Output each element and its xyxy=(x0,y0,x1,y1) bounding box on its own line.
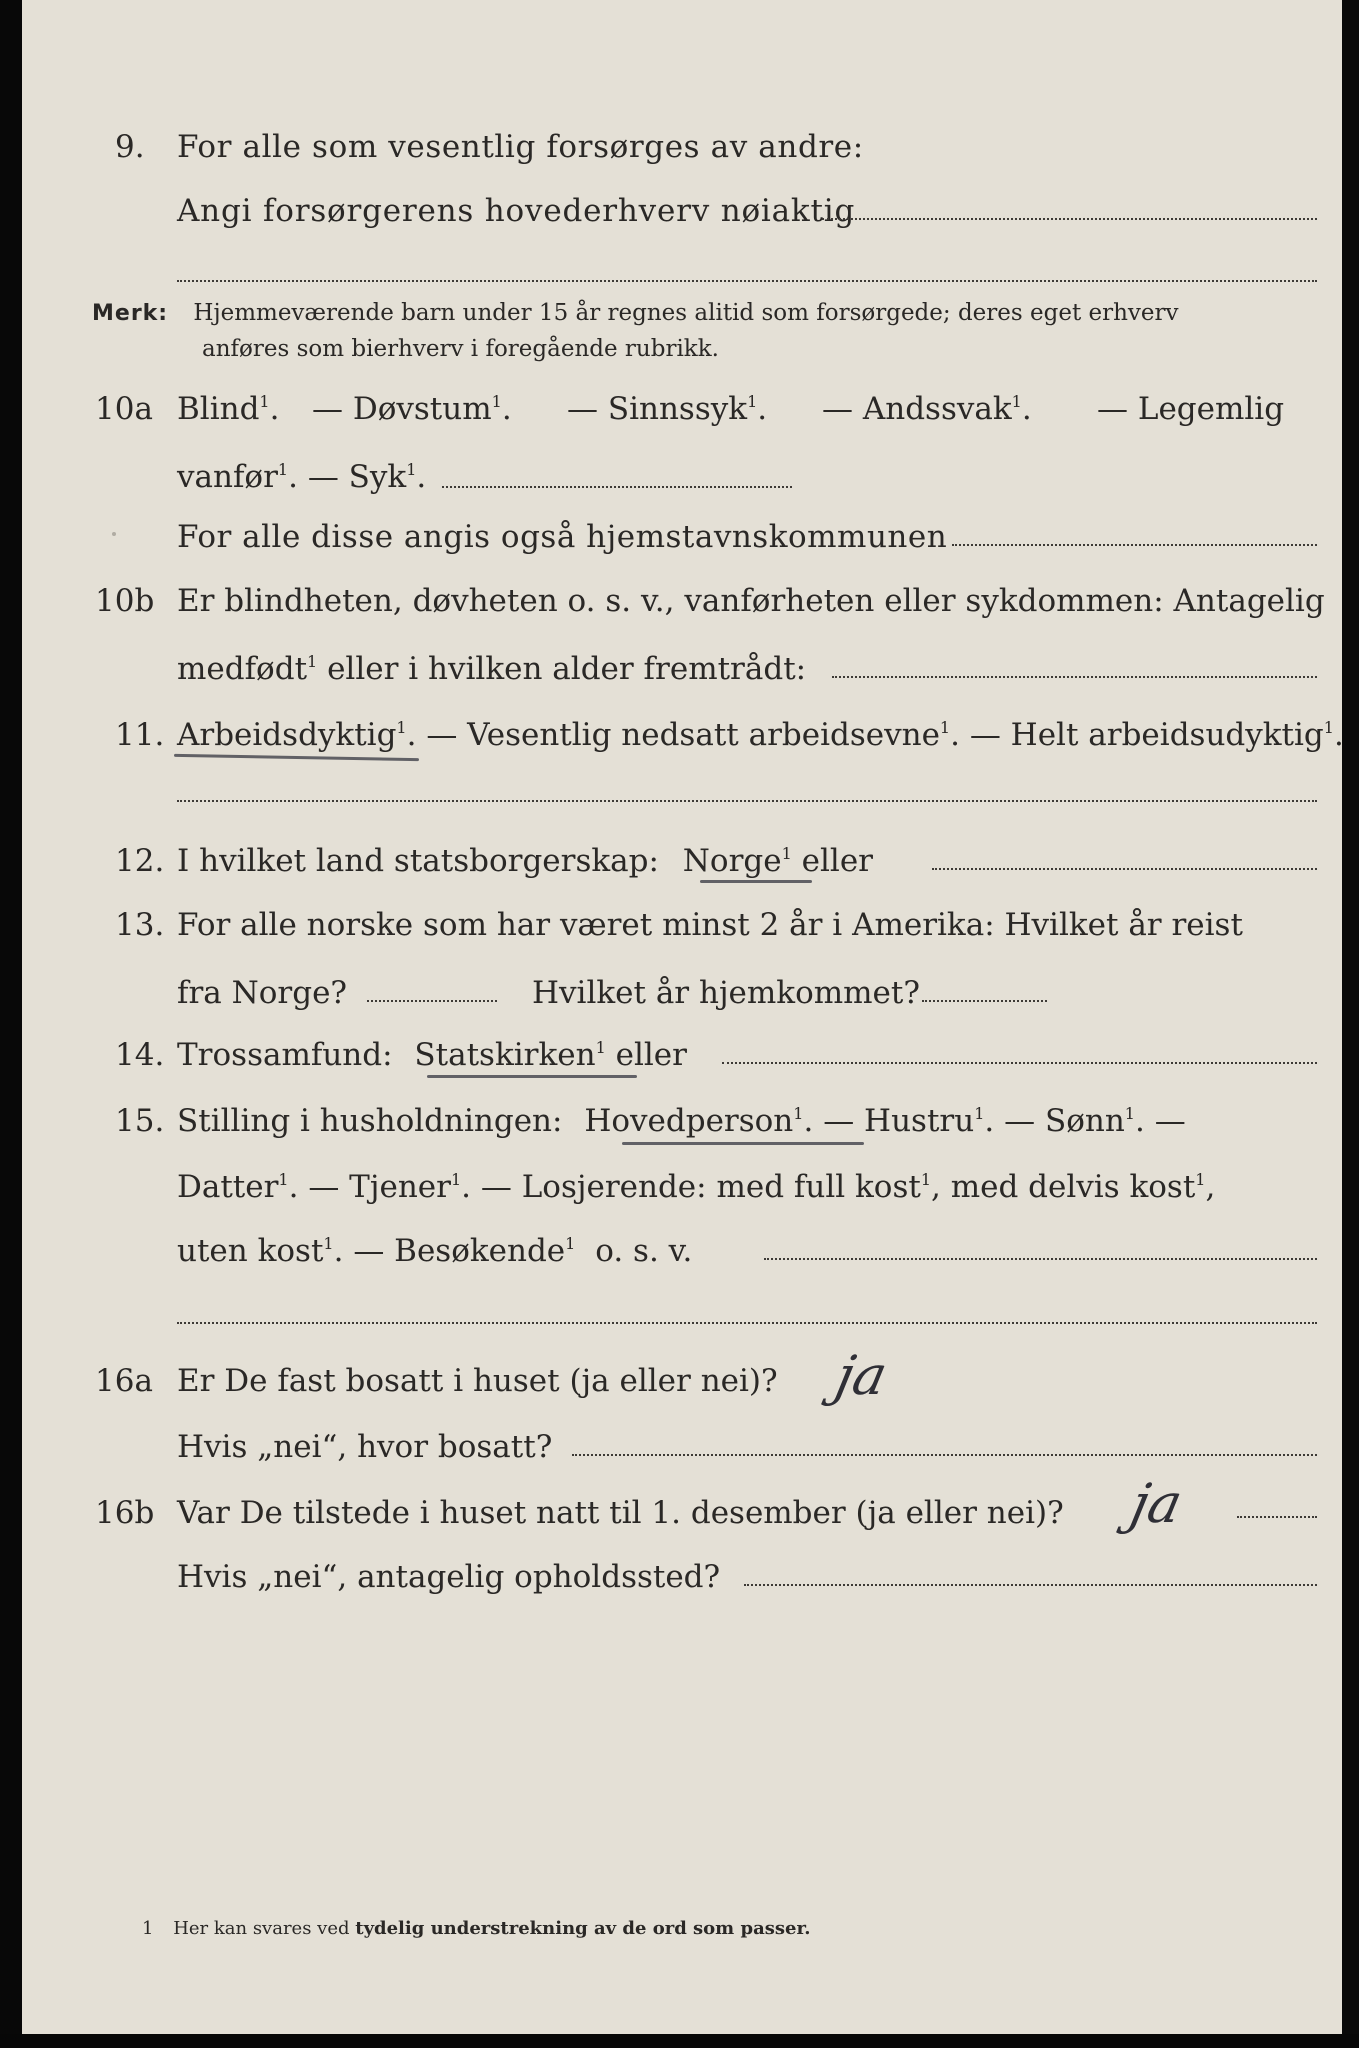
q11-options: Arbeidsdyktig$^1$. — Vesentlig nedsatt arbeidsevne$^1$. — Helt arbeidsudyktig$^1$. xyxy=(177,717,1344,753)
q13-line1: For alle norske som har været minst 2 år i Amerika: Hvilket år reist xyxy=(177,907,1243,943)
q15-line2: Datter$^1$. — Tjener$^1$. — Losjerende: med full kost$^1$, med delvis kost$^1$, xyxy=(177,1169,1216,1205)
q16a-line1: Er De fast bosatt i huset (ja eller nei)? xyxy=(177,1363,778,1399)
q10b-line1: Er blindheten, døvheten o. s. v., vanførheten eller sykdommen: Antagelig xyxy=(177,583,1325,619)
q13-hjemkommet: Hvilket år hjemkommet? xyxy=(532,975,920,1011)
q12-number: 12. xyxy=(115,843,165,879)
merk-note-line2: anføres som bierhverv i foregående rubrikk. xyxy=(202,336,719,362)
q10a-answer-line[interactable] xyxy=(442,486,792,488)
q13-hjemkommet-line[interactable] xyxy=(922,1000,1047,1002)
merk-text-1: Hjemmeværende barn under 15 år regnes alitid som forsørgede; deres eget erhverv xyxy=(193,300,1179,326)
underline-hovedperson xyxy=(622,1142,864,1145)
q10a-sinnssyk: — Sinnssyk$^1$. xyxy=(567,391,768,427)
merk-label: Merk: xyxy=(92,301,169,326)
q16a-number: 16a xyxy=(95,1363,153,1399)
q9-line1: For alle som vesentlig forsørges av andre: xyxy=(177,129,864,165)
q14-line: Trossamfund: Statskirken$^1$ eller xyxy=(177,1037,687,1073)
q12-answer-line[interactable] xyxy=(932,868,1317,870)
q13-reist-line[interactable] xyxy=(367,1000,497,1002)
q15-line1: Stilling i husholdningen: Hovedperson$^1$. — Hustru$^1$. — Sønn$^1$. — xyxy=(177,1103,1186,1139)
q10b-line2: medfødt$^1$ eller i hvilken alder fremtrådt: xyxy=(177,651,807,687)
scan-border-right xyxy=(1342,0,1359,2048)
q15-answer-line-2[interactable] xyxy=(177,1322,1317,1324)
merk-note-line1 xyxy=(92,298,1179,329)
q14-answer-line[interactable] xyxy=(722,1062,1317,1064)
q10a-hjemstavn-line[interactable] xyxy=(952,544,1317,546)
q10a-line3: For alle disse angis også hjemstavnskommunen xyxy=(177,519,948,555)
q11-answer-line[interactable] xyxy=(177,800,1317,802)
q16b-handwritten-answer[interactable]: ja xyxy=(1125,1472,1188,1535)
scan-border-left xyxy=(0,0,22,2048)
footnote-mark: 1 xyxy=(142,1918,154,1939)
q16b-answer-line[interactable] xyxy=(1237,1516,1317,1518)
q10a-blind: Blind$^1$. xyxy=(177,391,280,427)
q11-number: 11. xyxy=(115,717,165,753)
underline-norge xyxy=(700,880,812,883)
census-form-page xyxy=(22,0,1342,2034)
q10a-legemlig: — Legemlig xyxy=(1097,391,1285,427)
q10a-line2: vanfør$^1$. — Syk$^1$. xyxy=(177,459,427,495)
q16a-answer-line[interactable] xyxy=(572,1454,1317,1456)
q16b-number: 16b xyxy=(95,1495,155,1531)
scan-border-bottom xyxy=(0,2034,1359,2048)
underline-arbeidsdyktig xyxy=(174,754,419,761)
q16a-line2: Hvis „nei“, hvor bosatt? xyxy=(177,1429,553,1465)
q13-number: 13. xyxy=(115,907,165,943)
q16a-handwritten-answer[interactable]: ja xyxy=(830,1344,893,1407)
q9-line2: Angi forsørgerens hovederhverv nøiaktig xyxy=(177,193,856,229)
q10a-dovstum: — Døvstum$^1$. xyxy=(312,391,512,427)
q16b-line1: Var De tilstede i huset natt til 1. desember (ja eller nei)? xyxy=(177,1495,1064,1531)
q9-answer-line[interactable] xyxy=(822,218,1317,220)
q15-number: 15. xyxy=(115,1103,165,1139)
q10b-answer-line[interactable] xyxy=(832,676,1317,678)
q12-line: I hvilket land statsborgerskap: Norge$^1$ eller xyxy=(177,843,873,879)
q12-option-norge[interactable]: Norge xyxy=(682,843,782,879)
q15-option-hovedperson[interactable]: Hovedperson xyxy=(584,1103,794,1139)
footnote xyxy=(142,1918,811,1939)
footnote-text-b: tydelig understrekning av de ord som passer. xyxy=(355,1918,811,1939)
q14-option-statskirken[interactable]: Statskirken xyxy=(414,1037,596,1073)
q15-line3: uten kost$^1$. — Besøkende$^1$ o. s. v. xyxy=(177,1233,693,1269)
footnote-text-a: Her kan svares ved xyxy=(173,1918,350,1939)
underline-statskirken xyxy=(427,1075,637,1078)
q13-reist: fra Norge? xyxy=(177,975,348,1011)
q16b-line2: Hvis „nei“, antagelig opholdssted? xyxy=(177,1559,721,1595)
q10b-number: 10b xyxy=(95,583,155,619)
q16b-opholdssted-line[interactable] xyxy=(744,1584,1317,1586)
q11-option-arbeidsdyktig[interactable]: Arbeidsdyktig xyxy=(177,717,397,753)
q10a-number: 10a xyxy=(95,391,153,427)
q9-answer-line-2[interactable] xyxy=(177,280,1317,282)
margin-mark xyxy=(112,532,116,536)
q9-number: 9. xyxy=(115,129,145,165)
q15-answer-line[interactable] xyxy=(764,1258,1317,1260)
q10a-andssvak: — Andssvak$^1$. xyxy=(822,391,1032,427)
q14-number: 14. xyxy=(115,1037,165,1073)
